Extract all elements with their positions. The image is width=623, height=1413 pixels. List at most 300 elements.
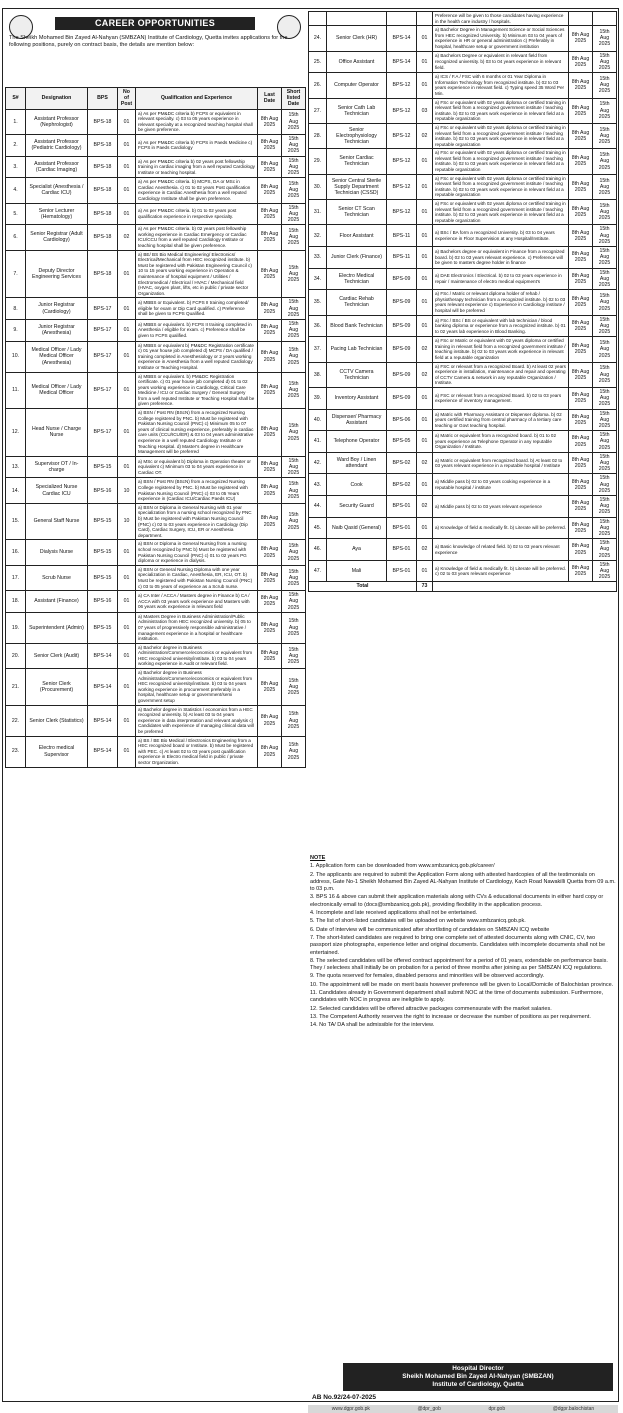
notes-section (310, 855, 616, 1031)
signature-block (343, 1363, 613, 1391)
bps-cell: BPS-15 (88, 503, 118, 540)
designation-cell: Senior Cardiac Technician (327, 149, 387, 174)
designation-cell: Office Assistant (327, 51, 387, 73)
qualification-cell: a) FSc / Matric or relevant diploma holder of rehab / physiotherapy technician from a recognized institute. b) 02 to 03 years relevant experience c) Experience in Cardiology institute / hospital will be preferred (433, 290, 569, 315)
serial-cell: 32. (309, 225, 327, 247)
posts-cell: 01 (417, 73, 433, 98)
shortlist-date-cell: 15th Aug 2025 (282, 591, 306, 613)
total-value: 73 (417, 582, 433, 591)
qualification-cell: a) FSC or relevant from a recognized Board. b) At least 02 years experience in installation, maintenance and repair and operating of CCTV Camera & network in any reputable Organization / Institute. (433, 362, 569, 387)
table-row (6, 134, 306, 156)
designation-cell: Specialist (Anesthesia / Cardiac ICU) (26, 178, 88, 203)
shortlist-date-cell: 15th Aug 2025 (593, 474, 617, 496)
shortlist-date-cell: 15th Aug 2025 (282, 225, 306, 250)
table-row (6, 705, 306, 736)
serial-cell: 25. (309, 51, 327, 73)
table-row (309, 387, 617, 409)
shortlist-date-cell: 15th Aug 2025 (282, 109, 306, 134)
footer-link[interactable]: @dgpr.balochistan (552, 1406, 595, 1412)
last-date-cell: 8th Aug 2025 (569, 387, 593, 409)
note-item: 14. No TA/ DA shall be admissible for the interview. (310, 1022, 435, 1029)
designation-cell: Mali (327, 560, 387, 582)
serial-cell: 36. (309, 315, 327, 337)
table-row (309, 51, 617, 73)
posts-cell: 01 (118, 134, 136, 156)
header (5, 11, 305, 87)
col-header: Designation (26, 88, 88, 110)
table-row (6, 612, 306, 643)
designation-cell: Senior Central Sterile Supply Department Technician (CSSD) (327, 174, 387, 199)
qualification-cell: a) BE/ BS Bio Medical Engineering/ Electronics/ Electrical/Mechanical from HEC recognized institute. b) Must be registered with Pakistan Engineering Council c) 10 to 15 years working experience in Operation & maintenance of hospital equipment / Utilities / Electromedical / Electrical / HVAC / Mechanical field (HVAC, oxygen plant, lifts, etc in public / private sector Organization. (136, 250, 258, 298)
table-row (6, 341, 306, 372)
bps-cell: BPS-17 (88, 372, 118, 409)
shortlist-date-cell: 15th Aug 2025 (593, 337, 617, 362)
serial-cell: 6. (6, 225, 26, 250)
qualification-cell: a) FSc or equivalent with 02 years diploma or certified training in relevant field from a recognized government institute / teaching institute. b) 02 to 03 years work experience in relevant field at a reputable organization (433, 200, 569, 225)
bps-cell: BPS-16 (88, 591, 118, 613)
note-item: 12. Selected candidates will be offered attractive packages commensurate with the market salaries. (310, 1005, 552, 1012)
serial-cell: 46. (309, 539, 327, 561)
bps-cell: BPS-14 (387, 26, 417, 51)
shortlist-date-cell: 15th Aug 2025 (282, 298, 306, 320)
total-row (309, 582, 617, 591)
bps-cell: BPS-11 (387, 225, 417, 247)
table-row (309, 315, 617, 337)
posts-cell: 01 (417, 474, 433, 496)
designation-cell: Pacing Lab Technician (327, 337, 387, 362)
table-row (309, 123, 617, 148)
bps-cell: BPS-12 (387, 149, 417, 174)
serial-cell: 5. (6, 203, 26, 225)
last-date-cell: 8th Aug 2025 (569, 315, 593, 337)
serial-cell: 11. (6, 372, 26, 409)
table-row (309, 73, 617, 98)
bps-cell: BPS-18 (88, 250, 118, 298)
shortlist-date-cell: 15th Aug 2025 (593, 123, 617, 148)
shortlist-date-cell: 15th Aug 2025 (282, 250, 306, 298)
intro-text: The Sheikh Mohamed Bin Zayed Al-Nahyan (SMBZAN) Institute of Cardiology, Quetta invites applications for the following positions, purely on contract basis, the details are mention below: (9, 35, 288, 48)
last-date-cell: 8th Aug 2025 (569, 409, 593, 431)
col-header: BPS (88, 88, 118, 110)
designation-cell: Specialized Nurse Cardiac ICU (26, 478, 88, 503)
shortlist-date-cell: 15th Aug 2025 (593, 174, 617, 199)
posts-cell: 01 (417, 290, 433, 315)
shortlist-date-cell: 15th Aug 2025 (282, 409, 306, 457)
serial-cell: 38. (309, 362, 327, 387)
last-date-cell: 8th Aug 2025 (258, 591, 282, 613)
designation-cell: Superintendent (Admin) (26, 612, 88, 643)
shortlist-date-cell: 15th Aug 2025 (282, 203, 306, 225)
designation-cell: Senior CT Scan Technician (327, 200, 387, 225)
bps-cell: BPS-12 (387, 98, 417, 123)
table-row (6, 456, 306, 478)
table-row (309, 98, 617, 123)
qualification-cell: a) As per PM&DC criteria. b) MCPS, DA or MSc in Cardiac Anesthesia. c) 01 to 02 years Post qualification experience in Cardiac Anesthesia from a well reputed Cardiology Institute shall be given preference. (136, 178, 258, 203)
designation-cell: Senior Clerk (Procurement) (26, 669, 88, 706)
serial-cell: 22. (6, 705, 26, 736)
last-date-cell: 8th Aug 2025 (569, 51, 593, 73)
shortlist-date-cell: 15th Aug 2025 (282, 565, 306, 590)
table-row (6, 319, 306, 341)
qualification-cell: a) Bachelor Degree in Management Science or Social Sciences from HEC recognized University. b) Minimum 03 to 04 years of experience in HR or general administration c) Preferably in hospital, healthcare setup or government institution (433, 26, 569, 51)
designation-cell: Dialysis Nurse (26, 540, 88, 565)
designation-cell: Ward Boy / Linen attendant (327, 452, 387, 474)
bps-cell: BPS-12 (387, 73, 417, 98)
last-date-cell: 8th Aug 2025 (569, 200, 593, 225)
posts-cell: 02 (417, 539, 433, 561)
qualification-cell: a) BSN / Post RN (BScN) from a recognized Nursing College registered by PNC. b) Must be registered with Pakistan Nursing Council (PNC) c) Minimum 05 to 07 years of clinical nursing experience, preferably in cardiac care units (CCU/ICU/ER) & 03 to 04 years administrative experience in a well reputed Cardiology Institute or Teaching Hospital. d) Master's degree in Healthcare Management will be preferred (136, 409, 258, 457)
qualification-cell: a) As per PM&DC criteria. b) 01 to 02 years post qualification experience in respective specialty. (136, 203, 258, 225)
designation-cell: Deputy Director Engineering Services (26, 250, 88, 298)
notes-label: NOTE (310, 855, 326, 861)
qualification-cell: a) MBBS or equivalent b) PM&DC Registration certificate c) 01 year house job completed d) MCPS / DA qualified / training completed in Anesthesiology or 2 years working experience in Anesthesia from a well reputed Cardiology Institute or Teaching Hospital. (136, 341, 258, 372)
table-row (309, 290, 617, 315)
posts-cell: 01 (118, 705, 136, 736)
designation-cell: Scrub Nurse (26, 565, 88, 590)
designation-cell: Senior Clerk (HR) (327, 26, 387, 51)
last-date-cell: 8th Aug 2025 (258, 409, 282, 457)
table-row (6, 203, 306, 225)
table-row (6, 565, 306, 590)
qualification-cell: a) As per PM&DC criteria b) FCPS in Paeds Medicine c) FCPS in Paeds Cardiology (136, 134, 258, 156)
signature-line: Hospital Director (452, 1365, 504, 1372)
bps-cell: BPS-12 (387, 174, 417, 199)
col-header: Short listed Date (282, 88, 306, 110)
posts-cell: 01 (118, 203, 136, 225)
shortlist-date-cell: 15th Aug 2025 (282, 156, 306, 178)
shortlist-date-cell: 15th Aug 2025 (593, 51, 617, 73)
bps-cell: BPS-01 (387, 560, 417, 582)
designation-cell (327, 12, 387, 26)
shortlist-date-cell: 15th Aug 2025 (593, 409, 617, 431)
serial-cell: 34. (309, 268, 327, 290)
serial-cell: 42. (309, 452, 327, 474)
note-item: 8. The selected candidates will be offered contract appointment for a period of 01 years, extendable on performance basis. They / selectees shall initially be on probation for a period of three months after joining as per SMBZAN ICQ regulations. (310, 957, 608, 972)
last-date-cell: 8th Aug 2025 (569, 496, 593, 518)
shortlist-date-cell: 15th Aug 2025 (282, 341, 306, 372)
bps-cell: BPS-15 (88, 456, 118, 478)
footer-link[interactable]: www.dgpr.gob.pk (331, 1406, 370, 1412)
serial-cell: 18. (6, 591, 26, 613)
posts-cell: 01 (417, 315, 433, 337)
qualification-cell: a) As per PM&DC criteria. b) 02 years post fellowship working experience in Cardiac Emergency or Cardiac ICU/CCU from a well reputed Cardiology Institute or teaching hospital shall be given preference. (136, 225, 258, 250)
bps-cell: BPS-15 (88, 612, 118, 643)
designation-cell: Cook (327, 474, 387, 496)
designation-cell: Floor Assistant (327, 225, 387, 247)
serial-cell: 33. (309, 247, 327, 269)
posts-cell: 01 (417, 431, 433, 453)
shortlist-date-cell: 15th Aug 2025 (593, 452, 617, 474)
designation-cell: Assistant Professor (Nephrologist) (26, 109, 88, 134)
serial-cell: 15. (6, 503, 26, 540)
table-row (309, 174, 617, 199)
table-header-row (6, 88, 306, 110)
posts-cell: 02 (417, 496, 433, 518)
serial-cell: 47. (309, 560, 327, 582)
designation-cell: Head Nurse / Charge Nurse (26, 409, 88, 457)
last-date-cell: 8th Aug 2025 (258, 319, 282, 341)
designation-cell: Medical Officer / Lady Medical Officer (26, 372, 88, 409)
posts-cell: 01 (118, 298, 136, 320)
table-row (309, 539, 617, 561)
serial-cell: 30. (309, 174, 327, 199)
bps-cell: BPS-09 (387, 268, 417, 290)
last-date-cell: 8th Aug 2025 (569, 149, 593, 174)
posts-cell: 01 (118, 643, 136, 668)
table-row (6, 643, 306, 668)
posts-cell: 02 (118, 225, 136, 250)
shortlist-date-cell: 15th Aug 2025 (282, 612, 306, 643)
page-title: CAREER OPPORTUNITIES (55, 17, 255, 30)
designation-cell: CCTV Camera Technician (327, 362, 387, 387)
posts-cell: 01 (118, 319, 136, 341)
qualification-cell: a) Bachelor degree in Business Administration/Commerce/economics or equivalent from HEC recognized university/institute. b) 03 to 04 years working experience in Audit or relevant field. (136, 643, 258, 668)
bps-cell: BPS-14 (88, 736, 118, 767)
shortlist-date-cell (593, 12, 617, 26)
qualification-cell: a) As per PM&DC criteria b) FCPS or equivalent in relevant specialty. c) 03 to 05 years experience in relevant specialty at a recognized teaching hospital shall be given preference. (136, 109, 258, 134)
qualification-cell: a) Middle pass b) 02 to 03 years relevant experience (433, 496, 569, 518)
last-date-cell: 8th Aug 2025 (258, 156, 282, 178)
last-date-cell: 8th Aug 2025 (569, 174, 593, 199)
bps-cell: BPS-14 (88, 643, 118, 668)
last-date-cell: 8th Aug 2025 (569, 123, 593, 148)
designation-cell: Electro medical Supervisor (26, 736, 88, 767)
posts-cell: 01 (118, 540, 136, 565)
qualification-cell: a) Bachelors Degree or equivalent in relevant field from recognized university. b) 03 to 04 years experience in relevant field. (433, 51, 569, 73)
shortlist-date-cell: 15th Aug 2025 (593, 387, 617, 409)
bps-cell: BPS-06 (387, 409, 417, 431)
last-date-cell: 8th Aug 2025 (258, 705, 282, 736)
table-row (309, 247, 617, 269)
last-date-cell: 8th Aug 2025 (569, 225, 593, 247)
serial-cell: 2. (6, 134, 26, 156)
table-row (6, 250, 306, 298)
last-date-cell: 8th Aug 2025 (569, 290, 593, 315)
serial-cell: 7. (6, 250, 26, 298)
posts-cell: 01 (118, 156, 136, 178)
posts-cell: 01 (417, 174, 433, 199)
qualification-cell: a) CA Inter / ACCA / Masters degree in Finance b) CA / ACCA with 03 years work experience and Masters with 06 years work experience in relevant field (136, 591, 258, 613)
note-item: 11. Candidates already in Government department shall submit NOC at the time of documents submission. Furthermore, candidates with NOC in progress are ineligible to apply. (310, 990, 604, 1004)
designation-cell: Senior Registrar (Adult Cardiology) (26, 225, 88, 250)
last-date-cell: 8th Aug 2025 (258, 540, 282, 565)
note-item: 9. The quota reserved for females, disabled persons and minorities will be observed accordingly. (310, 973, 545, 980)
serial-cell: 39. (309, 387, 327, 409)
table-row (309, 26, 617, 51)
bps-cell: BPS-17 (88, 341, 118, 372)
serial-cell: 10. (6, 341, 26, 372)
last-date-cell (569, 12, 593, 26)
serial-cell: 31. (309, 200, 327, 225)
serial-cell: 21. (6, 669, 26, 706)
last-date-cell: 8th Aug 2025 (569, 26, 593, 51)
bps-cell: BPS-14 (88, 705, 118, 736)
posts-cell: 01 (118, 250, 136, 298)
designation-cell: Assistant Professor (Cardiac Imaging) (26, 156, 88, 178)
qualification-cell: a) BSN or Diploma in General Nursing from a nursing school recognized by PNC b) Must be registered with Pakistan Nursing Council (PNC) c) 01 to 02 years PG diploma or experience in dialysis. (136, 540, 258, 565)
last-date-cell: 8th Aug 2025 (569, 431, 593, 453)
table-row (309, 452, 617, 474)
posts-cell: 01 (417, 560, 433, 582)
shortlist-date-cell: 15th Aug 2025 (282, 705, 306, 736)
footer-bar (308, 1405, 618, 1413)
last-date-cell: 8th Aug 2025 (258, 669, 282, 706)
shortlist-date-cell: 15th Aug 2025 (593, 247, 617, 269)
qualification-cell: a) MSc or equivalent b) Diploma in Operation theater or equivalent c) Minimum 03 to 04 years experience in Cardiac OT. (136, 456, 258, 478)
bps-cell: BPS-09 (387, 362, 417, 387)
serial-cell: 4. (6, 178, 26, 203)
shortlist-date-cell: 15th Aug 2025 (282, 503, 306, 540)
qualification-cell: a) ICS / F.A / FSC with 6 months or 01 Year Diploma in Information Technology from recognized institute. b) 02 to 03 years experience in relevant field. c) Typing speed 35 Word Per Min. (433, 73, 569, 98)
shortlist-date-cell: 15th Aug 2025 (593, 560, 617, 582)
footer-link[interactable]: dpr.gob (488, 1406, 506, 1412)
last-date-cell: 8th Aug 2025 (569, 517, 593, 539)
shortlist-date-cell: 15th Aug 2025 (593, 496, 617, 518)
table-row (6, 409, 306, 457)
total-empty (433, 582, 617, 591)
posts-cell: 01 (417, 149, 433, 174)
bps-cell: BPS-18 (88, 109, 118, 134)
posts-cell: 02 (417, 362, 433, 387)
posts-cell: 01 (118, 372, 136, 409)
designation-cell: Senior Clerk (Audit) (26, 643, 88, 668)
serial-cell: 20. (6, 643, 26, 668)
bps-cell: BPS-11 (387, 247, 417, 269)
serial-cell: 40. (309, 409, 327, 431)
qualification-cell: a) Knowledge of field & medically fit. b) Literate will be preferred. (433, 517, 569, 539)
serial-cell: 19. (6, 612, 26, 643)
qualification-cell: a) FSc or Matric or equivalent with 02 years diploma or certified training in relevant field from a recognized government institute / teaching institute. b) 02 to 03 years work experience in relevant field at a reputable organization (433, 337, 569, 362)
note-item: 6. Date of interview will be communicated after shortlisting of candidates on SMBZAN ICQ website (310, 926, 550, 933)
bps-cell: BPS-18 (88, 134, 118, 156)
last-date-cell: 8th Aug 2025 (569, 452, 593, 474)
shortlist-date-cell: 15th Aug 2025 (282, 478, 306, 503)
serial-cell: 45. (309, 517, 327, 539)
designation-cell: Medical Officer / Lady Medical Officer (Anesthesia) (26, 341, 88, 372)
bps-cell: BPS-09 (387, 290, 417, 315)
note-item: 2. The applicants are required to submit the Application Form along with attested hardcopies of all the testimonials on address, Gate No-1 Sheikh Mohamed Bin Zayed AL-Nahyan Institute of Cardiology, Kach Road Nawakilli Quetta from 09 a.m. to 03 p.m. (310, 871, 616, 893)
serial-cell: 41. (309, 431, 327, 453)
table-row (6, 736, 306, 767)
serial-cell: 35. (309, 290, 327, 315)
shortlist-date-cell: 15th Aug 2025 (593, 73, 617, 98)
designation-cell: Junior Clerk (Finance) (327, 247, 387, 269)
designation-cell: Blood Bank Technician (327, 315, 387, 337)
posts-cell: 02 (417, 337, 433, 362)
shortlist-date-cell: 15th Aug 2025 (282, 736, 306, 767)
last-date-cell: 8th Aug 2025 (258, 134, 282, 156)
designation-cell: Inventory Assistant (327, 387, 387, 409)
shortlist-date-cell: 15th Aug 2025 (593, 539, 617, 561)
left-table-column (5, 87, 305, 1399)
shortlist-date-cell: 15th Aug 2025 (282, 643, 306, 668)
shortlist-date-cell: 15th Aug 2025 (282, 456, 306, 478)
posts-cell: 01 (417, 517, 433, 539)
last-date-cell: 8th Aug 2025 (569, 337, 593, 362)
last-date-cell: 8th Aug 2025 (569, 268, 593, 290)
table-row (309, 409, 617, 431)
last-date-cell: 8th Aug 2025 (569, 474, 593, 496)
serial-cell: 26. (309, 73, 327, 98)
serial-cell (309, 12, 327, 26)
posts-cell (417, 12, 433, 26)
serial-cell: 8. (6, 298, 26, 320)
serial-cell: 17. (6, 565, 26, 590)
posts-cell: 01 (118, 178, 136, 203)
last-date-cell: 8th Aug 2025 (258, 109, 282, 134)
shortlist-date-cell: 15th Aug 2025 (593, 268, 617, 290)
bps-cell: BPS-02 (387, 474, 417, 496)
table-row (309, 560, 617, 582)
qualification-cell: a) MBBS or Equivalent. b) FCPS II training completed/ eligible for exam or Dip Card qualified. c) Preference shall be given to FCPS Qualified. (136, 298, 258, 320)
shortlist-date-cell: 15th Aug 2025 (593, 149, 617, 174)
table-row (309, 200, 617, 225)
shortlist-date-cell: 15th Aug 2025 (593, 362, 617, 387)
table-row (309, 337, 617, 362)
serial-cell: 16. (6, 540, 26, 565)
serial-cell: 43. (309, 474, 327, 496)
designation-cell: General Staff Nurse (26, 503, 88, 540)
bps-cell: BPS-09 (387, 387, 417, 409)
posts-cell: 01 (417, 387, 433, 409)
designation-cell: Junior Registrar (Anesthesia) (26, 319, 88, 341)
bps-cell: BPS-02 (387, 452, 417, 474)
posts-cell: 03 (417, 98, 433, 123)
designation-cell: Security Guard (327, 496, 387, 518)
signature-line: Sheikh Mohamed Bin Zayed Al-Nahyan (SMBZAN) (402, 1373, 554, 1380)
serial-cell: 44. (309, 496, 327, 518)
bps-cell: BPS-17 (88, 319, 118, 341)
posts-cell: 01 (417, 200, 433, 225)
posts-cell: 01 (118, 736, 136, 767)
footer-link[interactable]: @dpr_gob (417, 1406, 441, 1412)
qualification-cell: a) BS / BE Bio Medical / Electronics Engineering from a HEC recognized board or Institute. b) Must be registered with PEC. c) At least 02 to 03 years post qualification experience in Electro medical field in public / private sector Organization. (136, 736, 258, 767)
qualification-cell: a) Masters Degree in Business Administration/Public Administration from HEC recognized university. b) 05 to 07 years of progressively responsible administrative / management experience in a hospital or healthcare institution. (136, 612, 258, 643)
shortlist-date-cell: 15th Aug 2025 (593, 517, 617, 539)
qualification-cell: a) BSN or General Nursing Diploma with one year specialization in Cardiac, Anesthesia, ER, ICU, OT. b) Must be registered with Pakistan Nursing Council (PNC) c) 03 to 05 years of experience as a Scrub nurse. (136, 565, 258, 590)
jobs-table-right (308, 11, 617, 592)
col-header: Qualification and Experience (136, 88, 258, 110)
qualification-cell: a) FSc or equivalent with 02 years diploma or certified training in relevant field from a recognized government institute / teaching institute. b) 02 to 03 years work experience in relevant field at a reputable organization (433, 123, 569, 148)
last-date-cell: 8th Aug 2025 (258, 565, 282, 590)
last-date-cell: 8th Aug 2025 (258, 178, 282, 203)
table-row (309, 225, 617, 247)
bps-cell (387, 12, 417, 26)
col-header: Last Date (258, 88, 282, 110)
designation-cell: Junior Registrar (Cardiology) (26, 298, 88, 320)
bps-cell: BPS-15 (88, 540, 118, 565)
table-row (6, 669, 306, 706)
posts-cell: 01 (118, 669, 136, 706)
shortlist-date-cell: 15th Aug 2025 (593, 200, 617, 225)
qualification-cell: a) FSC or relevant from a recognized Board. b) 02 to 03 years experience of inventory management. (433, 387, 569, 409)
shortlist-date-cell: 15th Aug 2025 (282, 319, 306, 341)
qualification-cell: a) MBBS or equivalent. b) FCPS II training completed in Anesthesia / eligible for exam. c) Preference shall be given to FCPS qualified. (136, 319, 258, 341)
last-date-cell: 8th Aug 2025 (569, 73, 593, 98)
serial-cell: 3. (6, 156, 26, 178)
designation-cell: Cardiac Rehab Technician (327, 290, 387, 315)
note-item: 13. The Competent Authority reserves the right to increase or decrease the number of positions as per requirement. (310, 1013, 591, 1020)
designation-cell: Telephone Operator (327, 431, 387, 453)
qualification-cell: a) As per PM&DC criteria b) 02 years post fellowship training in cardiac imaging from a well reputed Cardiology Institute or teaching hospital. (136, 156, 258, 178)
designation-cell: Supervisor OT / In-charge (26, 456, 88, 478)
last-date-cell: 8th Aug 2025 (258, 250, 282, 298)
ad-number: AB No.92/24-07-2025 (312, 1394, 376, 1401)
qualification-cell: a) Knowledge of field & medically fit. b) Literate will be preferred. c) 02 to 03 years relevant experience (433, 560, 569, 582)
qualification-cell: a) MBBS or equivalent. b) PM&DC Registration certificate. c) 01 year house job completed d) 01 to 02 years working experience in Cardiology, Critical Care Medicine / ICU or Cardiac Surgery / General Surgery from a well reputed Institute or Teaching Hospital shall be given preference. (136, 372, 258, 409)
designation-cell: Aya (327, 539, 387, 561)
bps-cell: BPS-17 (88, 298, 118, 320)
